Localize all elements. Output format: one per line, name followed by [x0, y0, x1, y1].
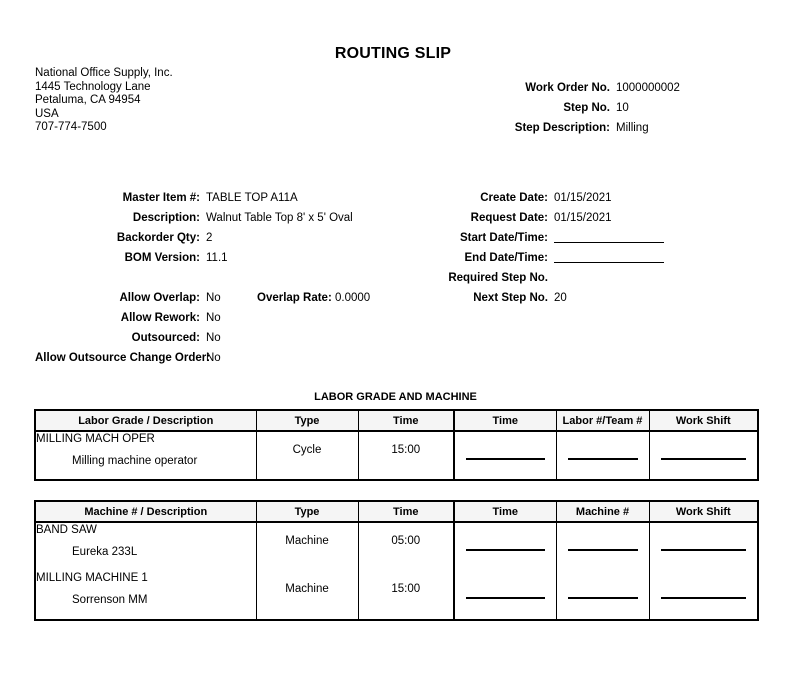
- labor-actual-time-fill-line: [466, 458, 545, 460]
- overlap-rate-value: 0.0000: [334, 292, 371, 304]
- labor-grade-table: [34, 409, 759, 481]
- machine-description-cell: [35, 571, 256, 620]
- allow-outsource-change-order-value: No: [206, 352, 221, 364]
- machine-work-shift-blank-cell: [649, 571, 758, 620]
- end-datetime-blank: [554, 248, 664, 268]
- allow-overlap-value-cell: [206, 288, 371, 308]
- company-address-block: [35, 67, 173, 135]
- work-order-number-row: [400, 78, 680, 98]
- labor-header-work-shift: Work Shift: [649, 410, 758, 431]
- step-number-value: 10: [616, 102, 629, 114]
- create-date-value: 01/15/2021: [554, 192, 612, 204]
- labor-grade-description: Milling machine operator: [72, 455, 198, 467]
- create-date-row: [400, 188, 664, 208]
- master-item-value: TABLE TOP A11A: [206, 192, 298, 204]
- machine-work-shift-fill-line: [661, 549, 747, 551]
- next-step-row: [400, 288, 664, 308]
- machine-name: MILLING MACHINE 1: [36, 572, 148, 584]
- labor-type-cell: Cycle: [256, 431, 358, 480]
- machine-actual-time-fill-line: [466, 597, 545, 599]
- outsourced-label: Outsourced:: [131, 332, 200, 344]
- work-order-number-label: Work Order No.: [525, 82, 610, 94]
- labor-grade-description-cell: [35, 431, 256, 480]
- labor-header-grade-description: Labor Grade / Description: [35, 410, 256, 431]
- machine-table-row: [35, 522, 758, 571]
- machine-description: Eureka 233L: [72, 546, 138, 558]
- machine-header-work-shift: Work Shift: [649, 501, 758, 522]
- allow-overlap-value: No: [206, 292, 221, 304]
- machine-header-time-std: Time: [358, 501, 454, 522]
- start-datetime-fill-line: [554, 228, 664, 243]
- page-title: ROUTING SLIP: [334, 45, 452, 62]
- bom-version-row: [35, 248, 353, 268]
- end-datetime-row: [400, 248, 664, 268]
- end-datetime-fill-line: [554, 248, 664, 263]
- flags-block: [35, 288, 371, 368]
- company-city: Petaluma, CA 94954: [35, 94, 141, 107]
- allow-rework-label: Allow Rework:: [120, 312, 200, 324]
- overlap-rate-pair: [257, 288, 370, 308]
- allow-overlap-label: Allow Overlap:: [119, 292, 200, 304]
- machine-actual-time-fill-line: [466, 549, 545, 551]
- bom-version-label: BOM Version:: [124, 252, 200, 264]
- machine-table-header-row: [35, 501, 758, 522]
- machine-table: [34, 500, 759, 621]
- step-number-row: [400, 98, 680, 118]
- master-item-row: [35, 188, 353, 208]
- outsourced-value: No: [206, 332, 221, 344]
- machine-actual-time-blank-cell: [454, 571, 556, 620]
- next-step-label: Next Step No.: [473, 292, 548, 304]
- labor-number-fill-line: [568, 458, 638, 460]
- labor-grade-name: MILLING MACH OPER: [36, 433, 155, 445]
- machine-type-cell: Machine: [256, 522, 358, 571]
- labor-actual-time-blank-cell: [454, 431, 556, 480]
- machine-description: Sorrenson MM: [72, 594, 148, 606]
- overlap-rate-label: Overlap Rate:: [257, 292, 332, 304]
- step-description-label: Step Description:: [514, 122, 610, 134]
- start-datetime-blank: [554, 228, 664, 248]
- labor-header-type: Type: [256, 410, 358, 431]
- bom-version-value: 11.1: [206, 252, 228, 264]
- machine-header-time-actual: Time: [454, 501, 556, 522]
- machine-table-row: [35, 571, 758, 620]
- allow-overlap-row: [35, 288, 371, 308]
- start-datetime-row: [400, 228, 664, 248]
- step-description-row: [400, 118, 680, 138]
- end-datetime-label: End Date/Time:: [464, 252, 548, 264]
- labor-table-row: [35, 431, 758, 480]
- backorder-qty-row: [35, 228, 353, 248]
- labor-work-shift-blank-cell: [649, 431, 758, 480]
- step-description-value: Milling: [616, 122, 649, 134]
- work-order-number-value: 1000000002: [616, 82, 680, 94]
- machine-header-number-description: Machine # / Description: [35, 501, 256, 522]
- allow-rework-row: [35, 308, 221, 328]
- item-description-label: Description:: [132, 212, 200, 224]
- labor-number-blank-cell: [556, 431, 649, 480]
- backorder-qty-label: Backorder Qty:: [116, 232, 200, 244]
- schedule-info-block: [400, 188, 664, 308]
- machine-time-cell: 15:00: [358, 571, 454, 620]
- machine-work-shift-fill-line: [661, 597, 747, 599]
- allow-outsource-change-order-label: Allow Outsource Change Order:: [35, 352, 211, 364]
- start-datetime-label: Start Date/Time:: [460, 232, 548, 244]
- work-order-info-block: [400, 78, 680, 138]
- machine-number-blank-cell: [556, 571, 649, 620]
- machine-number-fill-line: [568, 549, 638, 551]
- company-street: 1445 Technology Lane: [35, 80, 151, 93]
- company-phone: 707-774-7500: [35, 121, 107, 134]
- machine-work-shift-blank-cell: [649, 522, 758, 571]
- request-date-value: 01/15/2021: [554, 212, 612, 224]
- required-step-label: Required Step No.: [448, 272, 548, 284]
- item-description-value: Walnut Table Top 8' x 5' Oval: [206, 212, 353, 224]
- outsourced-row: [35, 328, 221, 348]
- labor-header-time-std: Time: [358, 410, 454, 431]
- allow-rework-value: No: [206, 312, 221, 324]
- machine-name: BAND SAW: [36, 524, 97, 536]
- next-step-value: 20: [554, 292, 567, 304]
- machine-actual-time-blank-cell: [454, 522, 556, 571]
- request-date-label: Request Date:: [470, 212, 548, 224]
- master-item-label: Master Item #:: [122, 192, 200, 204]
- labor-time-cell: 15:00: [358, 431, 454, 480]
- labor-header-labor-team: Labor #/Team #: [556, 410, 649, 431]
- machine-number-blank-cell: [556, 522, 649, 571]
- machine-time-cell: 05:00: [358, 522, 454, 571]
- labor-work-shift-fill-line: [661, 458, 747, 460]
- item-info-block: [35, 188, 353, 268]
- labor-header-time-actual: Time: [454, 410, 556, 431]
- required-step-row: [400, 268, 664, 288]
- company-name: National Office Supply, Inc.: [35, 67, 173, 79]
- allow-outsource-change-order-row: [35, 348, 221, 368]
- labor-table-header-row: [35, 410, 758, 431]
- company-country: USA: [35, 107, 59, 120]
- item-description-row: [35, 208, 353, 228]
- machine-description-cell: [35, 522, 256, 571]
- section-title: LABOR GRADE AND MACHINE: [314, 391, 477, 403]
- machine-type-cell: Machine: [256, 571, 358, 620]
- machine-header-machine-number: Machine #: [556, 501, 649, 522]
- request-date-row: [400, 208, 664, 228]
- machine-number-fill-line: [568, 597, 638, 599]
- backorder-qty-value: 2: [206, 232, 213, 244]
- machine-header-type: Type: [256, 501, 358, 522]
- create-date-label: Create Date:: [480, 192, 548, 204]
- step-number-label: Step No.: [563, 102, 610, 114]
